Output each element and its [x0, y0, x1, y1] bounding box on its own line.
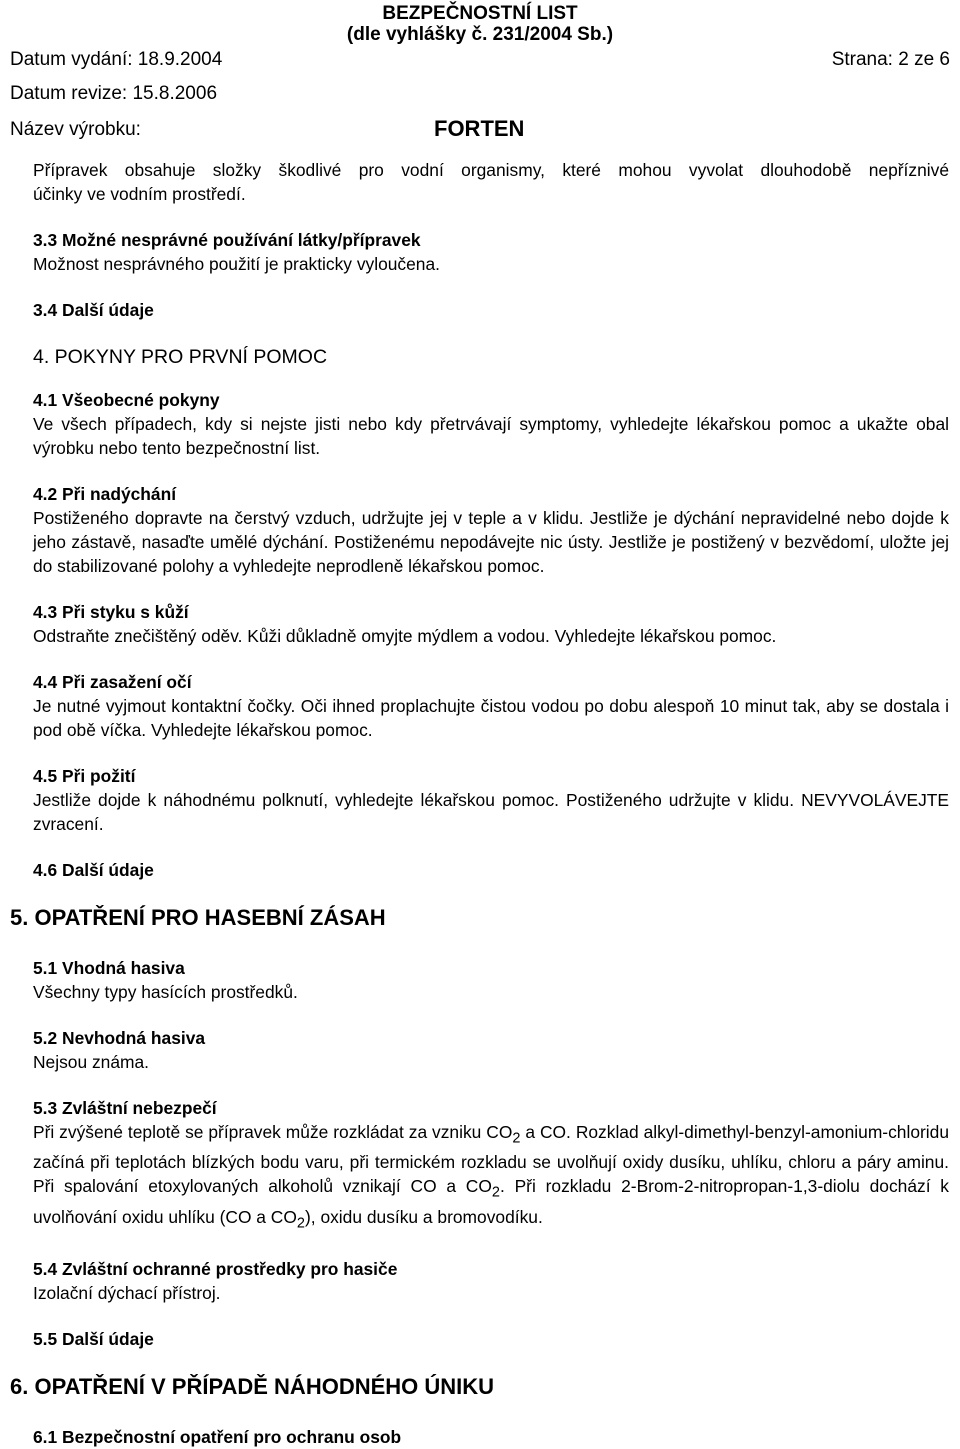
product-label: Název výrobku:	[10, 119, 141, 140]
document-title: BEZPEČNOSTNÍ LIST	[382, 3, 578, 24]
section-4-5-title: 4.5 Při požití	[33, 766, 136, 786]
section-4-6-title: 4.6 Další údaje	[33, 860, 154, 880]
section-5-3-text: Při zvýšené teplotě se přípravek může rozkládat za vzniku $CO_2$ a CO. Rozklad alkyl-dimethyl-benzyl-amonium-chloridu začíná při teplotách blízkých bodu varu, při termickém rozkladu se uvolňují oxidy dusíku, uhlíku, chloru a páry aminu. Při spalování etoxylovaných alkoholů vznikají CO a $CO_2$. Při rozkladu 2-Brom-2-nitropropan-1,3-diolu dochází k uvolňování oxidu uhlíku (CO a $CO_2$), oxidu dusíku a bromovodíku.	[33, 1122, 949, 1232]
section-5-2-text: Nejsou známa.	[33, 1052, 149, 1072]
section-5-2-title: 5.2 Nevhodná hasiva	[33, 1028, 206, 1048]
section-4-5-text: Jestliže dojde k náhodnému polknutí, vyhledejte lékařskou pomoc. Postiženého udržujte v klidu. NEVYVOLÁVEJTE zvracení.	[33, 790, 949, 834]
intro-text-line: Přípravek obsahuje složky škodlivé pro vodní organismy, které mohou vyvolat dlouhodobě nepříznivé	[33, 160, 949, 180]
intro-text-line: účinky ve vodním prostředí.	[33, 184, 246, 204]
section-5-3-title: 5.3 Zvláštní nebezpečí	[33, 1098, 217, 1118]
section-4-2-text: Postiženého dopravte na čerstvý vzduch, udržujte jej v teple a v klidu. Jestliže je dýchání nepravidelné nebo dojde k jeho zástavě, nasaďte umělé dýchání. Postiženému nepodávejte nic ústy. Jestliže je postižený v bezvědomí, uložte jej do stabilizované polohy a vyhledejte neprodleně lékařskou pomoc.	[33, 508, 949, 576]
section-5-title: 5. OPATŘENÍ PRO HASEBNÍ ZÁSAH	[10, 905, 386, 930]
section-5-5-title: 5.5 Další údaje	[33, 1329, 154, 1350]
section-4-4-title: 4.4 Při zasažení očí	[33, 672, 192, 692]
regulation-reference: (dle vyhlášky č. 231/2004 Sb.)	[346, 24, 614, 45]
document-body	[10, 158, 949, 1449]
section-3-3-text: Možnost nesprávného použití je prakticky vyloučena.	[33, 254, 440, 274]
section-5-4-title: 5.4 Zvláštní ochranné prostředky pro hasiče	[33, 1259, 398, 1280]
section-4-4-text: Je nutné vyjmout kontaktní čočky. Oči ihned proplachujte čistou vodou po dobu alespoň 10 minut tak, aby se dostala i pod obě víčka. Vyhledejte lékařskou pomoc.	[33, 696, 949, 740]
section-6-title: 6. OPATŘENÍ V PŘÍPADĚ NÁHODNÉHO ÚNIKU	[10, 1374, 495, 1400]
section-5-1-title: 5.1 Vhodná hasiva	[33, 958, 185, 978]
product-name: FORTEN	[434, 116, 525, 141]
revision-date: Datum revize: 15.8.2006	[10, 83, 218, 104]
section-5-1-text: Všechny typy hasících prostředků.	[33, 982, 298, 1002]
page-number: Strana: 2 ze 6	[831, 49, 950, 70]
section-4-1-title: 4.1 Všeobecné pokyny	[33, 390, 220, 410]
section-4-1-text: Ve všech případech, kdy si nejste jisti nebo kdy přetrvávají symptomy, vyhledejte lékařskou pomoc a ukažte obal výrobku nebo tento bezpečnostní list.	[33, 414, 949, 458]
section-4-3-text: Odstraňte znečištěný oděv. Kůži důkladně omyjte mýdlem a vodou. Vyhledejte lékařskou pomoc.	[33, 626, 777, 646]
section-3-3-title: 3.3 Možné nesprávné používání látky/přípravek	[33, 230, 421, 250]
issue-date: Datum vydání: 18.9.2004	[10, 49, 223, 70]
section-6-1-title: 6.1 Bezpečnostní opatření pro ochranu osob	[33, 1427, 402, 1448]
section-5-4-text: Izolační dýchací přístroj.	[33, 1283, 221, 1304]
section-4-title: 4. POKYNY PRO PRVNÍ POMOC	[33, 346, 328, 368]
section-4-2-title: 4.2 Při nadýchání	[33, 484, 177, 504]
section-4-3-title: 4.3 Při styku s kůží	[33, 602, 189, 622]
section-3-4-title: 3.4 Další údaje	[33, 300, 154, 320]
